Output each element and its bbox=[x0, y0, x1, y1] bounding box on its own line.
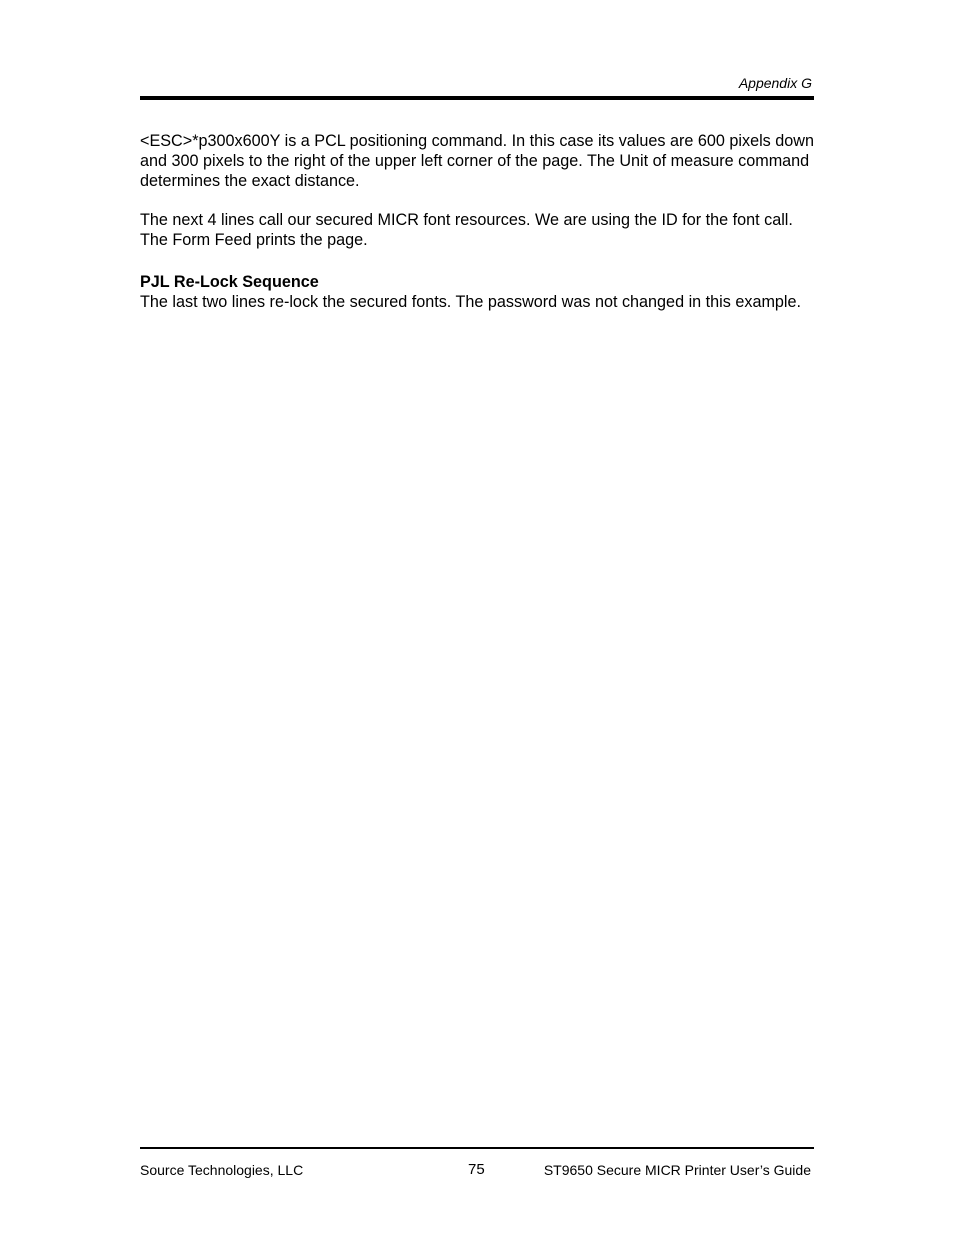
paragraph-relock-description: The last two lines re-lock the secured fonts. The password was not changed in this example. bbox=[140, 293, 802, 311]
paragraph-micr-font-call: The next 4 lines call our secured MICR font resources. We are using the ID for the font call. The Form Feed prints the page. bbox=[140, 211, 793, 249]
footer-page-number: 75 bbox=[468, 1161, 485, 1178]
page-body bbox=[140, 131, 816, 312]
header-rule bbox=[140, 96, 814, 100]
footer-company: Source Technologies, LLC bbox=[140, 1162, 304, 1178]
running-header-title: Appendix G bbox=[738, 75, 812, 91]
footer-rule bbox=[140, 1147, 814, 1149]
paragraph-pcl-positioning: <ESC>*p300x600Y is a PCL positioning command. In this case its values are 600 pixels down and 300 pixels to the right of the upper left corner of the page. The Unit of measure command determines the exact distance. bbox=[140, 132, 814, 190]
footer-guide-title: ST9650 Secure MICR Printer User’s Guide bbox=[543, 1162, 811, 1178]
section-heading-pjl-relock: PJL Re-Lock Sequence bbox=[140, 273, 319, 291]
